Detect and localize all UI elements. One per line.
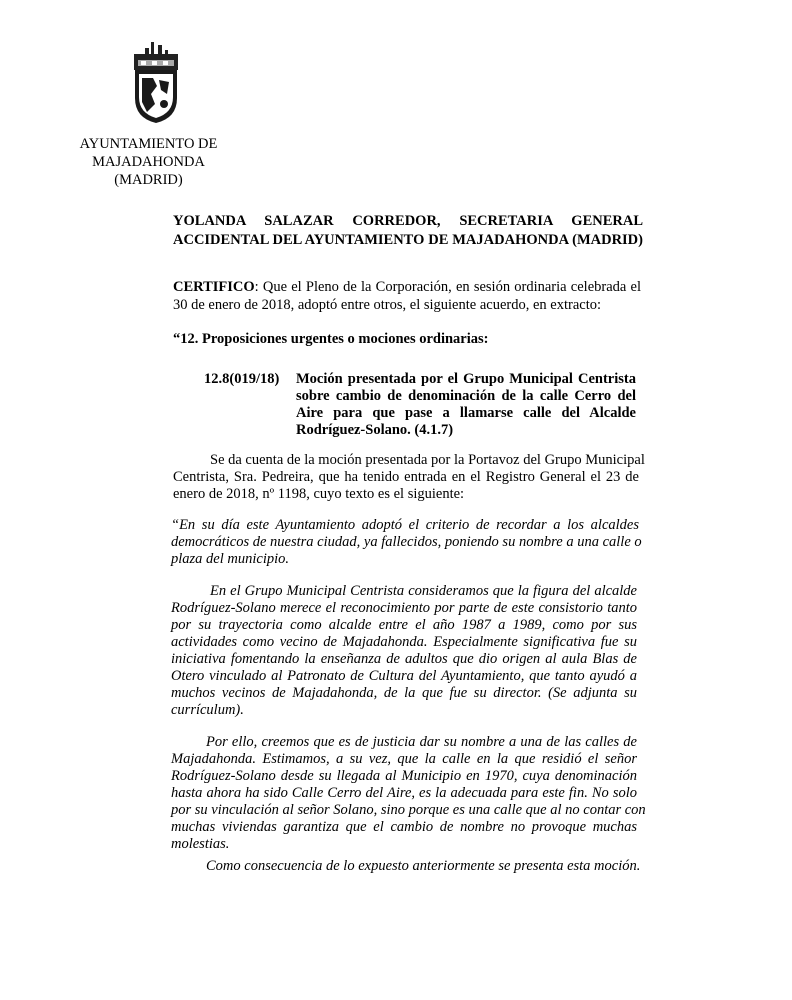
section-heading: “12. Proposiciones urgentes o mociones ordinarias: <box>173 331 489 347</box>
quote-line: iniciativa fomentando la enseñanza de adultos que dio origen al aula Blas de <box>171 651 637 667</box>
quote-line: En el Grupo Municipal Centrista consideramos que la figura del alcalde <box>210 583 637 599</box>
institution-name <box>76 135 221 189</box>
certifico-line <box>173 279 641 296</box>
motion-title-line: sobre cambio de denominación de la calle Cerro del <box>296 388 636 404</box>
motion-title-line: Rodríguez-Solano. (4.1.7) <box>296 422 454 438</box>
quote-line: actividades como vecino de Majadahonda. Especialmente significativa fue su <box>171 634 637 650</box>
certifico-label: CERTIFICO <box>173 279 255 295</box>
document-title-line: ACCIDENTAL DEL AYUNTAMIENTO DE MAJADAHONDA (MADRID) <box>173 232 643 248</box>
quote-line: por su vinculación al señor Solano, sino porque es una calle que al no contar con <box>171 802 646 818</box>
certifico-line: 30 de enero de 2018, adoptó entre otros, el siguiente acuerdo, en extracto: <box>173 297 601 313</box>
quote-closing-line: Como consecuencia de lo expuesto anteriormente se presenta esta moción. <box>206 858 641 874</box>
quote-line: Rodríguez-Solano desde su llegada al Municipio en 1970, cuya denominación <box>171 768 637 784</box>
quote-line: currículum). <box>171 702 244 718</box>
quote-line: Otero vinculado al Patronato de Cultura del Ayuntamiento, que tanto ayudó a <box>171 668 637 684</box>
motion-title-line: Moción presentada por el Grupo Municipal Centrista <box>296 371 636 387</box>
quote-line: “En su día este Ayuntamiento adoptó el criterio de recordar a los alcaldes <box>171 517 639 533</box>
intro-line: Centrista, Sra. Pedreira, que ha tenido entrada en el Registro General el 23 de <box>173 469 639 485</box>
quote-line: Por ello, creemos que es de justicia dar su nombre a una de las calles de <box>206 734 637 750</box>
quote-line: hasta ahora ha sido Calle Cerro del Aire, es la adecuada para este fin. No solo <box>171 785 637 801</box>
quote-line: democráticos de nuestra ciudad, ya fallecidos, poniendo su nombre a una calle o <box>171 534 642 550</box>
quote-line: muchos vecinos de Majadahonda, de la que fue su director. (Se adjunta su <box>171 685 637 701</box>
institution-line: MAJADAHONDA <box>92 154 205 170</box>
coat-of-arms-icon <box>131 42 181 124</box>
quote-line: muchas viviendas garantiza que el cambio de nombre no provoque muchas <box>171 819 637 835</box>
quote-line: Majadahonda. Estimamos, a su vez, que la calle en la que residió el señor <box>171 751 637 767</box>
quote-line: Rodríguez-Solano merece el reconocimiento por parte de este consistorio tanto <box>171 600 637 616</box>
motion-title-line: Aire para que pase a llamarse calle del Alcalde <box>296 405 636 421</box>
intro-line: Se da cuenta de la moción presentada por la Portavoz del Grupo Municipal <box>210 452 645 468</box>
motion-number: 12.8(019/18) <box>204 371 280 387</box>
quote-line: plaza del municipio. <box>171 551 290 567</box>
intro-line: enero de 2018, nº 1198, cuyo texto es el siguiente: <box>173 486 465 502</box>
institution-line: AYUNTAMIENTO DE <box>79 136 218 152</box>
quote-line: molestias. <box>171 836 230 852</box>
certifico-text: : Que el Pleno de la Corporación, en sesión ordinaria celebrada el <box>254 279 641 295</box>
quote-line: por su trayectoria como alcalde entre el año 1987 a 1989, como por sus <box>171 617 637 633</box>
document-title-line: YOLANDA SALAZAR CORREDOR, SECRETARIA GENERAL <box>173 213 643 229</box>
institution-line: (MADRID) <box>114 172 183 188</box>
